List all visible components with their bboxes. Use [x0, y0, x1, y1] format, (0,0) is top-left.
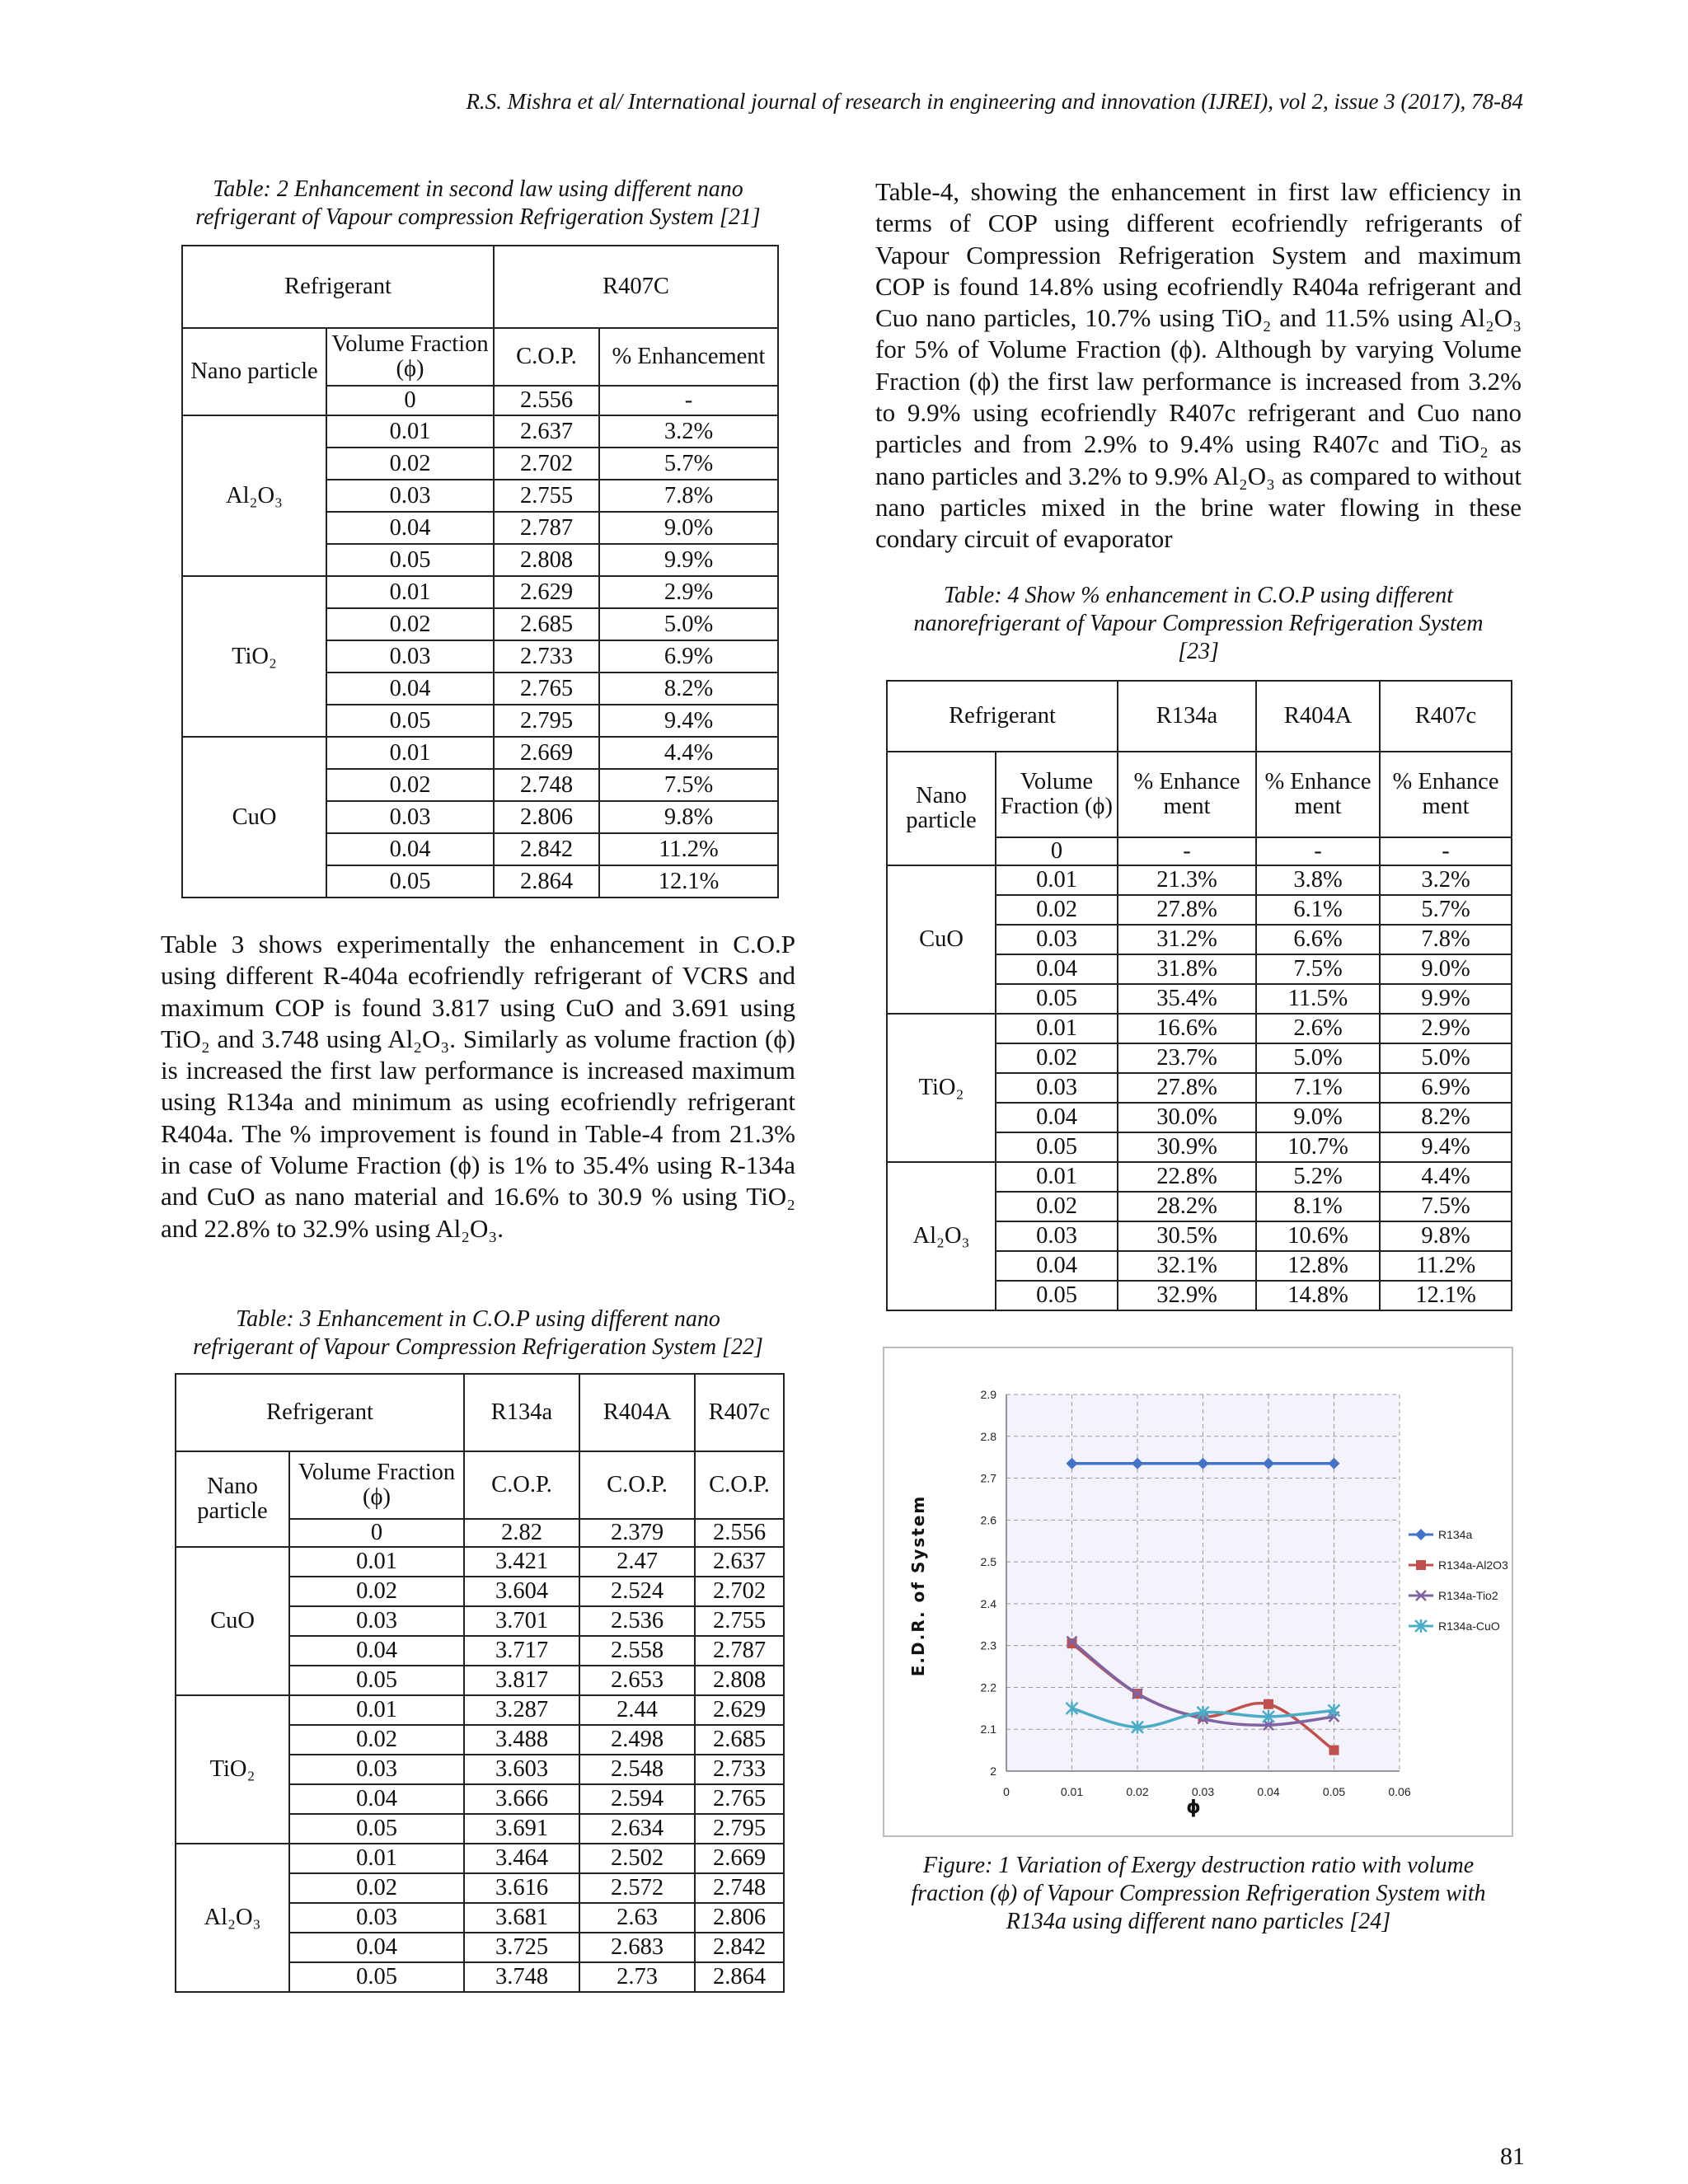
table4-caption [874, 582, 1523, 666]
legend-label-1: R134a-Al2O3 [1438, 1558, 1508, 1572]
y-tick-label: 2.6 [980, 1513, 996, 1527]
t4-cell: 4.4% [1380, 1162, 1512, 1192]
paragraph-right: Table-4, showing the enhancement in first law efficiency in terms of COP using different ecofriendly refrigerants of Vapour Compression Refrigeration System and maximum COP is found 14.8% using ecofriendly R404a refrigerant and Cuo nano particles, 10.7% using TiO₂ and 11.5% using Al₂O₃ for 5% of Volume Fraction (ϕ). Although by varying Volume Fraction (ϕ) the first law performance is increased from 3.2% to 9.9% using ecofriendly R407c refrigerant and Cuo nano particles and from 2.9% to 9.4% using R407c and TiO₂ as nano particles and 3.2% to 9.9% Al₂O₃ as compared to without nano particles mixed in the brine water flowing in these condary circuit of evaporator [875, 177, 1522, 554]
t2-cell: 2.637 [494, 415, 599, 448]
t2-cell: 2.685 [494, 608, 599, 640]
y-tick-label: 2.3 [980, 1638, 996, 1652]
table4-caption-line3: [23] [1178, 639, 1219, 664]
t3-cell: 0.03 [289, 1755, 464, 1784]
t3-cell: 2.733 [695, 1755, 784, 1784]
t4-cell: 9.9% [1380, 984, 1512, 1014]
t3-cell: 3.701 [464, 1606, 579, 1636]
t4-cell: 2.6% [1256, 1014, 1380, 1043]
t3-cell: 2.748 [695, 1873, 784, 1903]
t3-row [176, 1695, 784, 1725]
series-1-point [1264, 1699, 1273, 1709]
t4-volume-header: Volume Fraction (ϕ) [996, 752, 1118, 837]
t4-base-cell: - [1380, 837, 1512, 865]
t2-group-name: Al₂O₃ [182, 415, 326, 576]
t3-cell: 2.787 [695, 1636, 784, 1666]
t4-cell: 9.8% [1380, 1221, 1512, 1251]
t4-cell: 0.02 [996, 895, 1118, 925]
t2-cell: 0.04 [326, 673, 494, 705]
t2-cell: 0.04 [326, 512, 494, 544]
t2-refrigerant-header: Refrigerant [182, 246, 494, 328]
x-tick-label: 0.03 [1191, 1785, 1215, 1798]
t2-cell: 9.8% [599, 801, 778, 833]
t3-cell: 2.702 [695, 1577, 784, 1606]
t4-group-name: CuO [887, 865, 996, 1014]
x-tick-label: 0.04 [1257, 1785, 1280, 1798]
figure1-caption-line1: Figure: 1 Variation of Exergy destruction ratio with volume [922, 1853, 1475, 1878]
t2-group-name: TiO₂ [182, 576, 326, 737]
t2-nano-header: Nano particle [182, 328, 326, 415]
t3-cell: 2.73 [579, 1962, 695, 1992]
t4-cell: 7.1% [1256, 1073, 1380, 1103]
t4-nano-header: Nano particle [887, 752, 996, 865]
t3-row [176, 1547, 784, 1577]
table3-caption [161, 1305, 795, 1361]
t2-base-cell: - [599, 386, 778, 415]
t3-base-cell: 2.379 [579, 1519, 695, 1547]
t2-group-name: CuO [182, 737, 326, 898]
t4-cell: 8.1% [1256, 1192, 1380, 1221]
table3-caption-line1: Table: 3 Enhancement in C.O.P using different nano [236, 1306, 720, 1332]
t3-cell: 0.02 [289, 1577, 464, 1606]
t2-cell: 7.8% [599, 480, 778, 512]
t3-cell: 2.498 [579, 1725, 695, 1755]
page-number: 81 [1500, 2143, 1525, 2170]
t2-row [182, 737, 778, 769]
t4-cell: 11.5% [1256, 984, 1380, 1014]
t4-cell: 5.0% [1256, 1043, 1380, 1073]
t4-cell: 10.7% [1256, 1132, 1380, 1162]
t2-base-cell: 2.556 [494, 386, 599, 415]
t4-cell: 9.4% [1380, 1132, 1512, 1162]
t2-cell: 0.01 [326, 415, 494, 448]
t2-cell: 2.669 [494, 737, 599, 769]
t3-volume-header: Volume Fraction (ϕ) [289, 1451, 464, 1519]
t2-cell: 0.05 [326, 544, 494, 576]
t3-cell: 3.604 [464, 1577, 579, 1606]
t2-cell: 2.765 [494, 673, 599, 705]
y-tick-label: 2.8 [980, 1429, 996, 1443]
t2-cell: 0.03 [326, 801, 494, 833]
t2-base-cell: 0 [326, 386, 494, 415]
t3-cell: 3.717 [464, 1636, 579, 1666]
t4-cell: 10.6% [1256, 1221, 1380, 1251]
t4-cell: 2.9% [1380, 1014, 1512, 1043]
t3-cell: 2.548 [579, 1755, 695, 1784]
t3-cell: 3.488 [464, 1725, 579, 1755]
t3-col-2: C.O.P. [579, 1451, 695, 1519]
t4-cell: 32.9% [1118, 1281, 1256, 1310]
t3-cell: 2.502 [579, 1844, 695, 1873]
t3-cell: 2.44 [579, 1695, 695, 1725]
t2-cell: 8.2% [599, 673, 778, 705]
t2-cell: 2.629 [494, 576, 599, 608]
t3-cell: 3.725 [464, 1933, 579, 1962]
t3-cell: 3.421 [464, 1547, 579, 1577]
t3-cell: 0.04 [289, 1636, 464, 1666]
t3-cell: 2.634 [579, 1814, 695, 1844]
t3-cell: 3.287 [464, 1695, 579, 1725]
t4-cell: 7.5% [1256, 954, 1380, 984]
t4-cell: 31.8% [1118, 954, 1256, 984]
t3-cell: 2.653 [579, 1666, 695, 1695]
t4-cell: 32.1% [1118, 1251, 1256, 1281]
t2-cell: 2.748 [494, 769, 599, 801]
t4-cell: 0.03 [996, 925, 1118, 954]
t2-cell: 2.787 [494, 512, 599, 544]
t2-cell: 11.2% [599, 833, 778, 865]
t3-cell: 2.795 [695, 1814, 784, 1844]
x-tick-label: 0.06 [1388, 1785, 1411, 1798]
t4-cell: 30.0% [1118, 1103, 1256, 1132]
table4-caption-line1: Table: 4 Show % enhancement in C.O.P using different [943, 583, 1454, 608]
t4-cell: 5.2% [1256, 1162, 1380, 1192]
t3-cell: 2.558 [579, 1636, 695, 1666]
t3-cell: 0.03 [289, 1903, 464, 1933]
t4-cell: 9.0% [1380, 954, 1512, 984]
t4-cell: 0.03 [996, 1221, 1118, 1251]
t4-cell: 0.04 [996, 954, 1118, 984]
x-tick-label: 0 [1003, 1785, 1010, 1798]
t2-cell: 2.795 [494, 705, 599, 737]
t4-cell: 3.8% [1256, 865, 1380, 895]
t2-cell: 0.02 [326, 769, 494, 801]
t4-col-1: % Enhance ment [1118, 752, 1256, 837]
t4-ref-2: R404A [1256, 681, 1380, 752]
t4-cell: 0.01 [996, 1014, 1118, 1043]
table2 [181, 245, 779, 898]
t4-cell: 16.6% [1118, 1014, 1256, 1043]
t4-ref-1: R134a [1118, 681, 1256, 752]
t4-group-name: Al₂O₃ [887, 1162, 996, 1310]
t2-cell: 9.4% [599, 705, 778, 737]
t4-cell: 31.2% [1118, 925, 1256, 954]
t2-cell: 2.9% [599, 576, 778, 608]
t3-nano-header: Nano particle [176, 1451, 289, 1547]
t2-cell: 4.4% [599, 737, 778, 769]
t4-row [887, 1162, 1512, 1192]
t2-cell: 2.808 [494, 544, 599, 576]
t2-cell: 0.02 [326, 448, 494, 480]
t4-cell: 9.0% [1256, 1103, 1380, 1132]
t2-cell: 2.755 [494, 480, 599, 512]
y-tick-label: 2.4 [980, 1596, 996, 1610]
t3-cell: 3.464 [464, 1844, 579, 1873]
t3-cell: 2.808 [695, 1666, 784, 1695]
t3-cell: 2.47 [579, 1547, 695, 1577]
t3-cell: 2.685 [695, 1725, 784, 1755]
t3-ref-3: R407c [695, 1374, 784, 1451]
t4-cell: 6.9% [1380, 1073, 1512, 1103]
t4-cell: 7.8% [1380, 925, 1512, 954]
t3-cell: 0.05 [289, 1666, 464, 1695]
t3-cell: 2.864 [695, 1962, 784, 1992]
t4-cell: 0.03 [996, 1073, 1118, 1103]
t3-cell: 0.01 [289, 1695, 464, 1725]
t3-cell: 2.755 [695, 1606, 784, 1636]
t2-refrigerant-value: R407C [494, 246, 778, 328]
t4-row [887, 1014, 1512, 1043]
t2-cell: 2.733 [494, 640, 599, 673]
t3-cell: 2.669 [695, 1844, 784, 1873]
t3-cell: 0.04 [289, 1784, 464, 1814]
x-tick-label: 0.05 [1322, 1785, 1346, 1798]
table4 [886, 680, 1512, 1311]
t4-cell: 3.2% [1380, 865, 1512, 895]
t2-cell: 0.05 [326, 705, 494, 737]
t4-cell: 0.05 [996, 1132, 1118, 1162]
t3-cell: 0.02 [289, 1725, 464, 1755]
t3-base-cell: 2.82 [464, 1519, 579, 1547]
t4-cell: 30.5% [1118, 1221, 1256, 1251]
t4-cell: 27.8% [1118, 895, 1256, 925]
t3-group-name: CuO [176, 1547, 289, 1695]
t3-ref-2: R404A [579, 1374, 695, 1451]
y-tick-label: 2.7 [980, 1471, 996, 1485]
x-tick-label: 0.02 [1126, 1785, 1149, 1798]
t3-cell: 0.02 [289, 1873, 464, 1903]
t4-cell: 30.9% [1118, 1132, 1256, 1162]
t3-cell: 2.572 [579, 1873, 695, 1903]
t4-cell: 28.2% [1118, 1192, 1256, 1221]
t3-cell: 0.01 [289, 1844, 464, 1873]
series-1-point [1329, 1746, 1339, 1755]
t4-col-2: % Enhance ment [1256, 752, 1380, 837]
figure1-caption [874, 1852, 1523, 1936]
t2-cell: 0.03 [326, 480, 494, 512]
t3-cell: 3.681 [464, 1903, 579, 1933]
t3-group-name: Al₂O₃ [176, 1844, 289, 1992]
t4-cell: 12.1% [1380, 1281, 1512, 1310]
t4-cell: 23.7% [1118, 1043, 1256, 1073]
t4-cell: 0.05 [996, 1281, 1118, 1310]
t2-volume-header: Volume Fraction (ϕ) [326, 328, 494, 386]
t4-cell: 0.04 [996, 1251, 1118, 1281]
t3-cell: 3.603 [464, 1755, 579, 1784]
t3-cell: 2.536 [579, 1606, 695, 1636]
t3-col-1: C.O.P. [464, 1451, 579, 1519]
t4-cell: 0.01 [996, 1162, 1118, 1192]
legend-label-2: R134a-Tio2 [1438, 1589, 1498, 1602]
t3-cell: 3.691 [464, 1814, 579, 1844]
y-axis-label: E.D.R. of System [908, 1494, 928, 1677]
table3 [175, 1373, 785, 1993]
y-tick-label: 2.2 [980, 1680, 996, 1694]
t2-cell: 9.9% [599, 544, 778, 576]
t4-group-name: TiO₂ [887, 1014, 996, 1162]
t3-cell: 2.683 [579, 1933, 695, 1962]
t4-base-cell: 0 [996, 837, 1118, 865]
t4-ref-3: R407c [1380, 681, 1512, 752]
t2-cell: 7.5% [599, 769, 778, 801]
t2-cell: 0.04 [326, 833, 494, 865]
table2-caption [165, 176, 791, 232]
t3-cell: 2.765 [695, 1784, 784, 1814]
t3-cell: 2.637 [695, 1547, 784, 1577]
t3-cell: 0.03 [289, 1606, 464, 1636]
t2-cell: 0.01 [326, 737, 494, 769]
t2-cop-header: C.O.P. [494, 328, 599, 386]
t2-cell: 5.0% [599, 608, 778, 640]
t4-base-cell: - [1256, 837, 1380, 865]
t2-row [182, 415, 778, 448]
t4-cell: 6.6% [1256, 925, 1380, 954]
y-tick-label: 2.1 [980, 1722, 996, 1736]
t3-cell: 2.629 [695, 1695, 784, 1725]
legend-label-0: R134a [1438, 1528, 1473, 1541]
t4-col-3: % Enhance ment [1380, 752, 1512, 837]
t2-cell: 2.702 [494, 448, 599, 480]
t2-cell: 0.03 [326, 640, 494, 673]
edr-chart [883, 1347, 1513, 1837]
t2-row [182, 576, 778, 608]
t3-ref-1: R134a [464, 1374, 579, 1451]
t2-cell: 0.02 [326, 608, 494, 640]
t3-base-cell: 2.556 [695, 1519, 784, 1547]
table4-caption-line2: nanorefrigerant of Vapour Compression Refrigeration System [913, 611, 1484, 636]
t2-cell: 9.0% [599, 512, 778, 544]
t3-cell: 3.666 [464, 1784, 579, 1814]
t3-base-cell: 0 [289, 1519, 464, 1547]
t4-cell: 0.02 [996, 1043, 1118, 1073]
t2-cell: 2.842 [494, 833, 599, 865]
t4-cell: 0.04 [996, 1103, 1118, 1132]
t3-refrigerant-header: Refrigerant [176, 1374, 464, 1451]
t4-refrigerant-header: Refrigerant [887, 681, 1118, 752]
t2-cell: 6.9% [599, 640, 778, 673]
t4-cell: 7.5% [1380, 1192, 1512, 1221]
t2-cell: 0.05 [326, 865, 494, 898]
t4-cell: 5.0% [1380, 1043, 1512, 1073]
table2-caption-line2: refrigerant of Vapour compression Refrigeration System [21] [195, 204, 761, 230]
table2-caption-line1: Table: 2 Enhancement in second law using different nano [213, 176, 743, 202]
t3-cell: 0.04 [289, 1933, 464, 1962]
t4-row [887, 865, 1512, 895]
legend-label-3: R134a-CuO [1438, 1619, 1500, 1633]
t4-cell: 14.8% [1256, 1281, 1380, 1310]
t3-cell: 0.05 [289, 1814, 464, 1844]
figure1-caption-line3: R134a using different nano particles [24] [1006, 1909, 1391, 1934]
y-tick-label: 2 [990, 1765, 996, 1778]
x-axis-label: ϕ [1186, 1797, 1201, 1818]
t3-col-3: C.O.P. [695, 1451, 784, 1519]
t4-cell: 0.05 [996, 984, 1118, 1014]
paragraph-left: Table 3 shows experimentally the enhancement in C.O.P using different R-404a ecofriendly refrigerant of VCRS and maximum COP is found 3.817 using CuO and 3.691 using TiO₂ and 3.748 using Al₂O₃. Similarly as volume fraction (ϕ) is increased the first law performance is increased maximum using R134a and minimum as using ecofriendly refrigerant R404a. The % improvement is found in Table-4 from 21.3% in case of Volume Fraction (ϕ) is 1% to 35.4% using R-134a and CuO as nano material and 16.6% to 30.9 % using TiO₂ and 22.8% to 32.9% using Al₂O₃. [161, 930, 795, 1243]
t2-cell: 3.2% [599, 415, 778, 448]
t4-cell: 5.7% [1380, 895, 1512, 925]
t4-cell: 22.8% [1118, 1162, 1256, 1192]
running-header: R.S. Mishra et al/ International journal of research in engineering and innovation (IJREI), vol 2, issue 3 (2017), 78-84 [466, 89, 1523, 114]
y-tick-label: 2.5 [980, 1555, 996, 1569]
y-tick-label: 2.9 [980, 1388, 996, 1401]
t3-cell: 2.806 [695, 1903, 784, 1933]
t3-cell: 2.63 [579, 1903, 695, 1933]
t4-cell: 6.1% [1256, 895, 1380, 925]
x-tick-label: 0.01 [1060, 1785, 1084, 1798]
t4-cell: 35.4% [1118, 984, 1256, 1014]
t2-enh-header: % Enhancement [599, 328, 778, 386]
t2-cell: 2.806 [494, 801, 599, 833]
t3-row [176, 1844, 784, 1873]
t3-cell: 2.842 [695, 1933, 784, 1962]
t2-cell: 0.01 [326, 576, 494, 608]
t4-cell: 21.3% [1118, 865, 1256, 895]
table3-caption-line2: refrigerant of Vapour Compression Refrigeration System [22] [193, 1334, 763, 1360]
t4-cell: 11.2% [1380, 1251, 1512, 1281]
t2-cell: 2.864 [494, 865, 599, 898]
t4-cell: 12.8% [1256, 1251, 1380, 1281]
t2-cell: 12.1% [599, 865, 778, 898]
t3-cell: 3.748 [464, 1962, 579, 1992]
t3-group-name: TiO₂ [176, 1695, 289, 1844]
t2-cell: 5.7% [599, 448, 778, 480]
legend-marker-1 [1416, 1560, 1426, 1570]
t4-cell: 8.2% [1380, 1103, 1512, 1132]
t3-cell: 0.01 [289, 1547, 464, 1577]
t4-cell: 0.02 [996, 1192, 1118, 1221]
t3-cell: 3.817 [464, 1666, 579, 1695]
t4-base-cell: - [1118, 837, 1256, 865]
t4-cell: 0.01 [996, 865, 1118, 895]
t3-cell: 2.524 [579, 1577, 695, 1606]
figure1-caption-line2: fraction (ϕ) of Vapour Compression Refrigeration System with [911, 1881, 1486, 1906]
t3-cell: 2.594 [579, 1784, 695, 1814]
t3-cell: 3.616 [464, 1873, 579, 1903]
t3-cell: 0.05 [289, 1962, 464, 1992]
t4-cell: 27.8% [1118, 1073, 1256, 1103]
